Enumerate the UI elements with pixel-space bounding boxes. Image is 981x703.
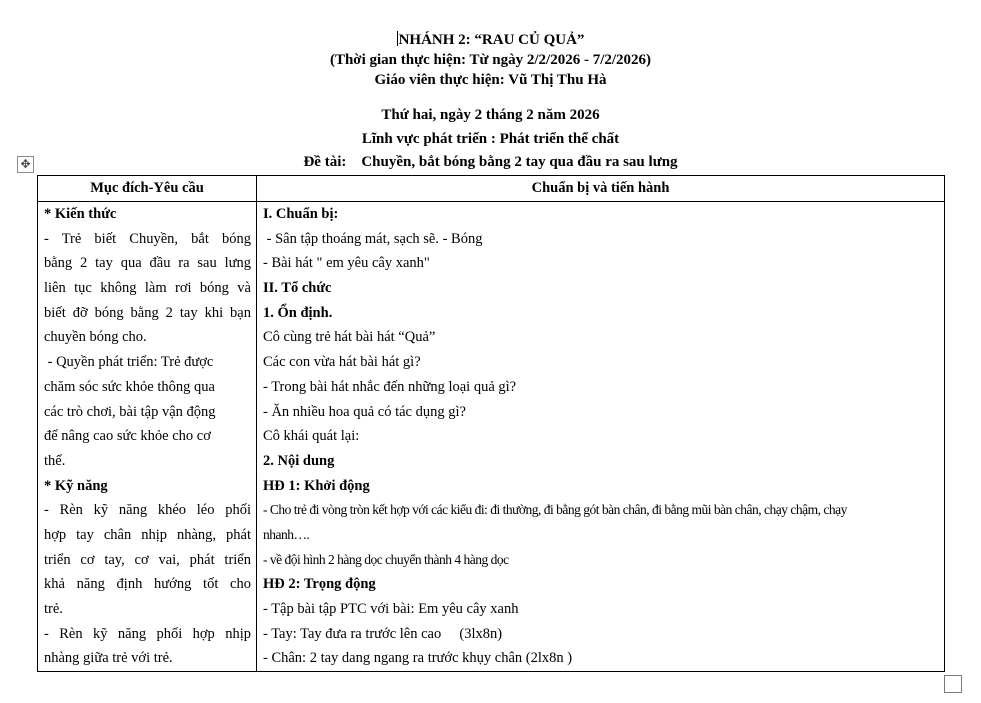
preparation-line: - Cho trẻ đi vòng tròn kết hợp với các kiểu đi: đi thường, đi bằng gót bàn chân, đi bằng mũi bàn chân, chạy chậm, chạy [263,502,847,518]
branch-title-text: NHÁNH 2: “RAU CỦ QUẢ” [398,32,585,48]
col-header-preparation: Chuẩn bị và tiến hành [257,176,945,202]
objectives-line: trẻ. [44,601,63,617]
col-header-objectives: Mục đích-Yêu cầu [38,176,257,202]
table-move-handle-icon[interactable]: ✥ [17,156,34,173]
preparation-line: Cô cùng trẻ hát bài hát “Quả” [263,329,436,346]
lesson-table [37,175,945,672]
preparation-line: - về đội hình 2 hàng dọc chuyển thành 4 hàng dọc [263,551,509,567]
preparation-line: nhanh…. [263,526,310,542]
objectives-line: * Kiến thức [44,206,117,222]
objectives-line: * Kỹ năng [44,477,108,494]
preparation-line: II. Tổ chức [263,280,332,297]
objectives-line: các trò chơi, bài tập vận động [44,403,216,420]
objectives-line: chăm sóc sức khỏe thông qua [44,378,215,395]
preparation-line: - Trong bài hát nhắc đến những loại quả gì? [263,378,517,395]
objectives-cell[interactable] [38,202,257,672]
preparation-line: - Chân: 2 tay dang ngang ra trước khụy chân (2lx8n ) [263,650,573,667]
preparation-line: 1. Ổn định. [263,304,333,321]
teacher-line: Giáo viên thực hiện: Vũ Thị Thu Hà [374,72,607,88]
objectives-line: liên tục không làm rơi bóng và [44,280,251,297]
field-line: Lĩnh vực phát triển : Phát triển thể chất [361,131,620,147]
preparation-line: Các con vừa hát bài hát gì? [263,354,421,371]
objectives-line: chuyền bóng cho. [44,329,147,346]
objectives-line: - Rèn kỹ năng khéo léo phối [44,502,251,519]
objectives-line: để nâng cao sức khỏe cho cơ [44,428,211,445]
preparation-line: - Tay: Tay đưa ra trước lên cao (3lx8n) [263,625,503,642]
preparation-line: I. Chuẩn bị: [263,206,339,222]
objectives-line: triển cơ tay, cơ vai, phát triển [44,551,251,568]
text-cursor [397,31,398,46]
branch-title [0,31,981,50]
period-line: (Thời gian thực hiện: Từ ngày 2/2/2026 - 7/2/2026) [329,52,652,68]
preparation-line: - Ăn nhiều hoa quả có tác dụng gì? [263,403,466,420]
objectives-line: - Trẻ biết Chuyền, bắt bóng [44,230,251,247]
objectives-line: bằng 2 tay qua đầu ra sau lưng [44,255,251,272]
objectives-line: thể. [44,452,66,469]
table-resize-handle[interactable] [944,675,962,693]
objectives-line: biết đỡ bóng bằng 2 tay khi bạn [44,304,251,321]
date-line: Thứ hai, ngày 2 tháng 2 năm 2026 [381,107,600,123]
preparation-line: HĐ 1: Khởi động [263,477,370,494]
objectives-line: - Rèn kỹ năng phối hợp nhịp [44,625,251,642]
preparation-line: - Tập bài tập PTC với bài: Em yêu cây xanh [263,601,519,617]
preparation-line: 2. Nội dung [263,452,335,469]
preparation-line: - Bài hát " em yêu cây xanh" [263,255,430,272]
table-header-row [38,176,945,202]
objectives-line: hợp tay chân nhịp nhàng, phát [44,526,251,543]
preparation-line: HĐ 2: Trọng động [263,576,376,593]
preparation-line: - Sân tập thoáng mát, sạch sẽ. - Bóng [263,230,483,247]
topic-line: Đề tài: Chuyền, bắt bóng bằng 2 tay qua đầu ra sau lưng [303,154,678,170]
objectives-line: - Quyền phát triển: Trẻ được [44,354,214,371]
preparation-line: Cô khái quát lại: [263,428,360,445]
objectives-line: nhàng giữa trẻ với trẻ. [44,650,173,667]
preparation-cell[interactable] [257,202,945,672]
objectives-line: khả năng định hướng tốt cho [44,576,251,593]
table-body-row [38,202,945,672]
